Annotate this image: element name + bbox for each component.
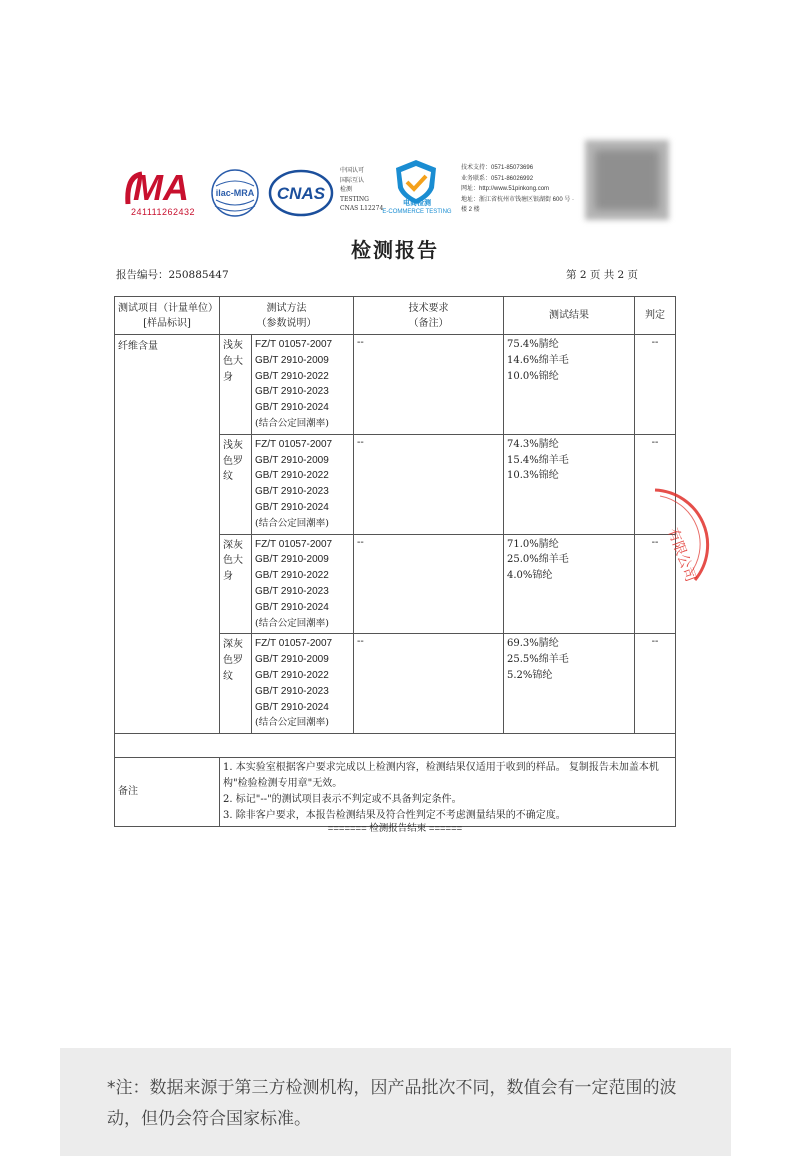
requirement-cell: --: [354, 434, 504, 534]
contact-line: 技术支持：0571-85073696: [461, 165, 534, 171]
notes-row: [115, 758, 676, 827]
header-result: 测试结果: [504, 297, 635, 335]
ec-title: 电商检测: [403, 200, 431, 207]
table-spacer-row: [115, 734, 676, 758]
sample-id: 深灰色罗纹: [220, 634, 252, 734]
verdict-cell: --: [635, 634, 676, 734]
cnas-line: TESTING: [340, 195, 369, 203]
note-item: 3. 除非客户要求，本报告检测结果及符合性判定不考虑测量结果的不确定度。: [223, 810, 566, 822]
table-row: [115, 335, 676, 435]
cnas-line: 检测: [340, 186, 353, 193]
red-seal-stamp: [600, 480, 710, 610]
contact-line: 业务联系：0571-86026992: [461, 175, 534, 182]
contact-line: 地址：浙江省杭州市钱塘区银湖街 600 号 ·: [461, 196, 575, 203]
notes-label: 备注: [115, 758, 220, 827]
ec-subtitle: E-COMMERCE TESTING: [382, 209, 452, 215]
table-header-row: [115, 297, 676, 335]
report-number: 报告编号：250885447: [116, 269, 229, 281]
page-number: 第 2 页 共 2 页: [566, 269, 639, 281]
stamp-text: 有限公司: [664, 525, 699, 584]
verdict-cell: --: [635, 335, 676, 435]
report-title: 检测报告: [351, 238, 439, 262]
result-cell: 71.0%腈纶 25.0%绵羊毛 4.0%锦纶: [504, 534, 635, 634]
header-verdict: 判定: [635, 297, 676, 335]
result-cell: 75.4%腈纶 14.6%绵羊毛 10.0%锦纶: [504, 335, 635, 435]
ec-label: [382, 200, 452, 216]
requirement-cell: --: [354, 335, 504, 435]
verdict-cell: --: [635, 534, 676, 634]
item-name: 纤维含量: [115, 335, 220, 734]
cma-number: 241111262432: [130, 207, 196, 217]
sample-id: 浅灰色罗纹: [220, 434, 252, 534]
ilac-mra-logo: [210, 168, 260, 218]
cnas-text: CNAS: [276, 184, 326, 203]
footer-note: *注：数据来源于第三方检测机构，因产品批次不同，数值会有一定范围的波动，但仍会符合国家标准。: [107, 1078, 677, 1129]
contact-line: 网址：http://www.51pinkong.com: [461, 186, 550, 192]
result-cell: 74.3%腈纶 15.4%绵羊毛 10.3%锦纶: [504, 434, 635, 534]
notes-content: [220, 758, 676, 827]
note-item: 2. 标记"--"的测试项目表示不判定或不具备判定条件。: [223, 794, 462, 806]
contact-line: 楼 2 楼: [461, 207, 480, 213]
svg-text:MA: MA: [133, 168, 189, 208]
method-list: FZ/T 01057-2007 GB/T 2910-2009 GB/T 2910-2022 GB/T 2910-2023 GB/T 2910-2024 (结合公定回潮率): [252, 534, 354, 634]
note-item: 1. 本实验室根据客户要求完成以上检测内容，检测结果仅适用于收到的样品。 复制报告未加盖本机构"检验检测专用章"无效。: [223, 762, 659, 790]
cnas-line: 中国认可: [340, 167, 365, 174]
cnas-line: CNAS L12274: [340, 205, 384, 212]
contact-info: [461, 163, 601, 216]
ilac-text: ilac-MRA: [215, 188, 255, 198]
verdict-cell: --: [635, 434, 676, 534]
requirement-cell: --: [354, 534, 504, 634]
header-requirement: 技术要求 （备注）: [354, 297, 504, 335]
cnas-side-text: [340, 166, 388, 214]
cnas-logo: [268, 168, 334, 218]
method-list: FZ/T 01057-2007 GB/T 2910-2009 GB/T 2910-2022 GB/T 2910-2023 GB/T 2910-2024 (结合公定回潮率): [252, 434, 354, 534]
test-results-table: [114, 296, 676, 827]
result-cell: 69.3%腈纶 25.5%绵羊毛 5.2%锦纶: [504, 634, 635, 734]
sample-id: 深灰色大身: [220, 534, 252, 634]
method-list: FZ/T 01057-2007 GB/T 2910-2009 GB/T 2910-2022 GB/T 2910-2023 GB/T 2910-2024 (结合公定回潮率): [252, 634, 354, 734]
header-method: 测试方法 （参数说明）: [220, 297, 354, 335]
cnas-line: 国际互认: [340, 176, 365, 184]
header-item: 测试项目（计量单位） [样品标识]: [115, 297, 220, 335]
method-list: FZ/T 01057-2007 GB/T 2910-2009 GB/T 2910-2022 GB/T 2910-2023 GB/T 2910-2024 (结合公定回潮率): [252, 335, 354, 435]
report-end-line: ======= 检测报告结束 ======: [327, 823, 463, 834]
requirement-cell: --: [354, 634, 504, 734]
blurred-qr-code-inner: [595, 150, 659, 210]
sample-id: 浅灰色大身: [220, 335, 252, 435]
